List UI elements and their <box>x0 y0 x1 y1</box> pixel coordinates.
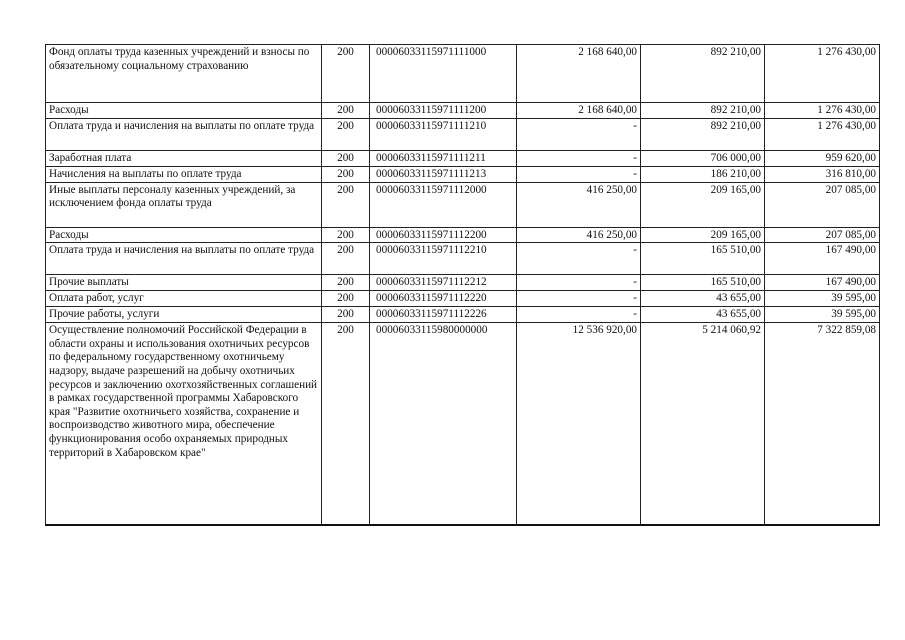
row-executed: 892 210,00 <box>641 118 765 150</box>
table-row <box>46 166 880 182</box>
row-name: Прочие работы, услуги <box>46 307 322 323</box>
row-approved: 2 168 640,00 <box>517 103 641 119</box>
row-unexecuted: 39 595,00 <box>765 307 880 323</box>
row-name: Заработная плата <box>46 150 322 166</box>
row-name: Начисления на выплаты по оплате труда <box>46 166 322 182</box>
row-name: Расходы <box>46 103 322 119</box>
row-executed: 209 165,00 <box>641 182 765 227</box>
row-executed: 186 210,00 <box>641 166 765 182</box>
row-approved: 416 250,00 <box>517 182 641 227</box>
table-row <box>46 227 880 243</box>
row-name: Расходы <box>46 227 322 243</box>
row-code: 200 <box>322 243 370 275</box>
row-approved: - <box>517 166 641 182</box>
row-code: 200 <box>322 45 370 103</box>
row-unexecuted: 1 276 430,00 <box>765 45 880 103</box>
row-kbk: 00006033115971111210 <box>370 118 517 150</box>
row-code: 200 <box>322 307 370 323</box>
row-name: Оплата труда и начисления на выплаты по оплате труда <box>46 243 322 275</box>
row-executed: 5 214 060,92 <box>641 323 765 525</box>
table-row <box>46 182 880 227</box>
row-name: Осуществление полномочий Российской Федерации в области охраны и использования охотничьих ресурсов по федеральному государственному охотничьему надзору, выдаче разрешений на добычу охотничьих ресурсов и заключению охотхозяйственных соглашений в рамках государственной программы Хабаровского края "Развитие охотничьего хозяйства, сохранение и воспроизводство животного мира, обеспечение функционирования особо охраняемых природных территорий в Хабаровском крае" <box>46 323 322 525</box>
row-approved: - <box>517 291 641 307</box>
budget-execution-table <box>45 44 880 526</box>
row-code: 200 <box>322 103 370 119</box>
row-kbk: 00006033115971111000 <box>370 45 517 103</box>
row-executed: 43 655,00 <box>641 291 765 307</box>
row-kbk: 00006033115971112210 <box>370 243 517 275</box>
row-unexecuted: 959 620,00 <box>765 150 880 166</box>
row-kbk: 00006033115971112212 <box>370 275 517 291</box>
row-kbk: 00006033115971112220 <box>370 291 517 307</box>
row-kbk: 00006033115980000000 <box>370 323 517 525</box>
row-name: Оплата работ, услуг <box>46 291 322 307</box>
row-executed: 892 210,00 <box>641 45 765 103</box>
row-code: 200 <box>322 275 370 291</box>
row-unexecuted: 1 276 430,00 <box>765 118 880 150</box>
row-executed: 43 655,00 <box>641 307 765 323</box>
row-name: Прочие выплаты <box>46 275 322 291</box>
row-code: 200 <box>322 227 370 243</box>
row-code: 200 <box>322 150 370 166</box>
row-kbk: 00006033115971112226 <box>370 307 517 323</box>
row-approved: 2 168 640,00 <box>517 45 641 103</box>
row-kbk: 00006033115971111213 <box>370 166 517 182</box>
row-code: 200 <box>322 166 370 182</box>
row-approved: 12 536 920,00 <box>517 323 641 525</box>
row-name: Иные выплаты персоналу казенных учреждений, за исключением фонда оплаты труда <box>46 182 322 227</box>
row-kbk: 00006033115971112200 <box>370 227 517 243</box>
row-unexecuted: 167 490,00 <box>765 275 880 291</box>
row-unexecuted: 39 595,00 <box>765 291 880 307</box>
row-approved: - <box>517 150 641 166</box>
row-approved: - <box>517 243 641 275</box>
row-approved: - <box>517 118 641 150</box>
row-unexecuted: 207 085,00 <box>765 227 880 243</box>
row-approved: 416 250,00 <box>517 227 641 243</box>
table-row <box>46 103 880 119</box>
row-unexecuted: 1 276 430,00 <box>765 103 880 119</box>
table-row <box>46 291 880 307</box>
table-row <box>46 45 880 103</box>
table-row <box>46 275 880 291</box>
row-kbk: 00006033115971111200 <box>370 103 517 119</box>
row-code: 200 <box>322 182 370 227</box>
table-row <box>46 118 880 150</box>
table-row <box>46 323 880 525</box>
row-unexecuted: 316 810,00 <box>765 166 880 182</box>
row-executed: 165 510,00 <box>641 243 765 275</box>
row-name: Оплата труда и начисления на выплаты по оплате труда <box>46 118 322 150</box>
row-code: 200 <box>322 118 370 150</box>
row-code: 200 <box>322 291 370 307</box>
row-approved: - <box>517 307 641 323</box>
row-executed: 892 210,00 <box>641 103 765 119</box>
row-approved: - <box>517 275 641 291</box>
row-executed: 706 000,00 <box>641 150 765 166</box>
row-kbk: 00006033115971111211 <box>370 150 517 166</box>
row-code: 200 <box>322 323 370 525</box>
row-executed: 209 165,00 <box>641 227 765 243</box>
row-unexecuted: 167 490,00 <box>765 243 880 275</box>
row-executed: 165 510,00 <box>641 275 765 291</box>
row-unexecuted: 7 322 859,08 <box>765 323 880 525</box>
row-unexecuted: 207 085,00 <box>765 182 880 227</box>
table-row <box>46 150 880 166</box>
row-kbk: 00006033115971112000 <box>370 182 517 227</box>
row-name: Фонд оплаты труда казенных учреждений и взносы по обязательному социальному страхованию <box>46 45 322 103</box>
table-row <box>46 307 880 323</box>
table-row <box>46 243 880 275</box>
